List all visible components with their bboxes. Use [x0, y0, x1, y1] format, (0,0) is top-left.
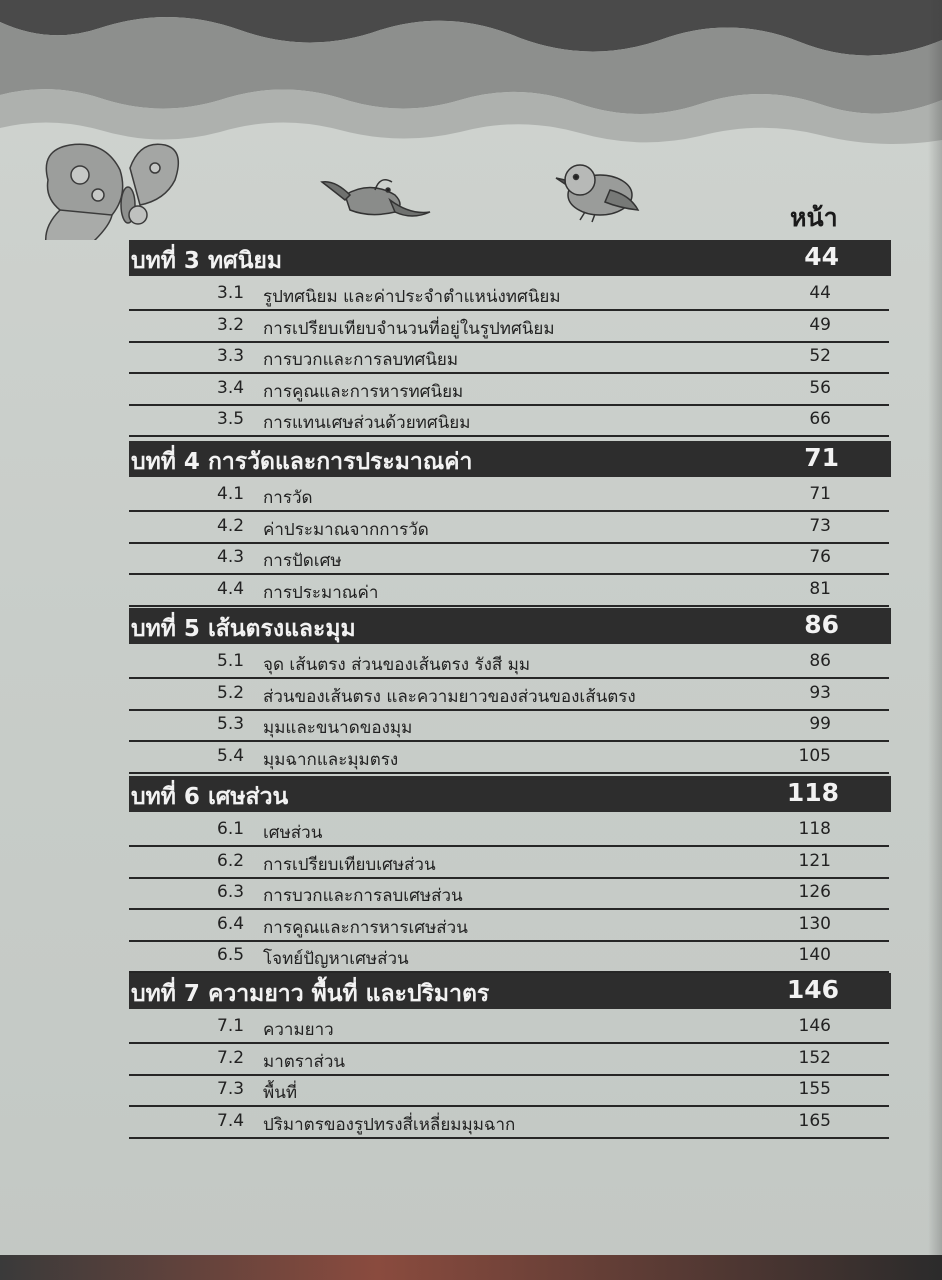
section-row — [129, 1075, 889, 1107]
section-number: 6.3 — [217, 882, 245, 903]
section-page-number: 155 — [798, 1079, 831, 1100]
section-title: การวัด — [263, 488, 313, 508]
section-title: การบวกและการลบทศนิยม — [263, 350, 459, 371]
section-number: 4.3 — [217, 547, 245, 568]
section-number: 6.1 — [217, 819, 245, 839]
section-row — [129, 279, 889, 311]
section-row — [129, 543, 889, 575]
chapter-heading — [129, 973, 891, 1009]
section-page-number: 52 — [809, 346, 831, 367]
section-number: 7.1 — [217, 1016, 245, 1036]
chapter-title: บทที่ 7 ความยาว พื้นที่ และปริมาตร — [131, 981, 490, 1007]
section-row — [129, 941, 889, 973]
section-page-number: 152 — [798, 1047, 831, 1068]
section-page-number: 165 — [798, 1110, 831, 1131]
section-page-number: 105 — [798, 745, 831, 766]
chapter-heading — [129, 608, 891, 644]
section-number: 5.3 — [217, 714, 245, 735]
section-page-number: 140 — [798, 945, 831, 966]
section-page-number: 81 — [809, 578, 831, 599]
chapter-page-number: 86 — [804, 610, 839, 639]
chapter-heading — [129, 776, 891, 812]
chapter-page-number: 44 — [804, 242, 839, 271]
section-row — [129, 815, 889, 847]
section-title: การเปรียบเทียบจำนวนที่อยู่ในรูปทศนิยม — [263, 318, 555, 339]
section-page-number: 93 — [809, 682, 831, 703]
section-title: ส่วนของเส้นตรง และความยาวของส่วนของเส้นตรง — [263, 686, 636, 707]
section-title: การแทนเศษส่วนด้วยทศนิยม — [263, 413, 471, 434]
section-number: 3.5 — [217, 409, 245, 430]
section-title: การคูณและการหารทศนิยม — [263, 381, 464, 402]
section-page-number: 44 — [809, 283, 831, 303]
section-page-number: 66 — [809, 409, 831, 430]
section-number: 3.2 — [217, 314, 245, 335]
section-title: เศษส่วน — [263, 823, 323, 843]
section-row — [129, 1044, 889, 1076]
section-row — [129, 405, 889, 437]
section-row — [129, 910, 889, 942]
section-title: โจทย์ปัญหาเศษส่วน — [263, 949, 409, 970]
section-number: 5.1 — [217, 651, 245, 671]
section-title: การปัดเศษ — [263, 551, 342, 572]
section-number: 6.2 — [217, 850, 245, 871]
section-number: 5.2 — [217, 682, 245, 703]
section-page-number: 73 — [809, 515, 831, 536]
chapter-heading — [129, 240, 891, 276]
section-row — [129, 342, 889, 374]
section-number: 4.4 — [217, 578, 245, 599]
section-number: 7.4 — [217, 1110, 245, 1131]
section-number: 3.1 — [217, 283, 245, 303]
section-row — [129, 1107, 889, 1139]
section-row — [129, 1012, 889, 1044]
section-number: 4.2 — [217, 515, 245, 536]
section-row — [129, 575, 889, 607]
section-title: พื้นที่ — [263, 1083, 298, 1104]
section-number: 3.4 — [217, 377, 245, 398]
section-row — [129, 647, 889, 679]
section-page-number: 56 — [809, 377, 831, 398]
section-page-number: 71 — [809, 484, 831, 504]
chapter-title: บทที่ 5 เส้นตรงและมุม — [131, 616, 356, 642]
section-page-number: 49 — [809, 314, 831, 335]
section-number: 7.2 — [217, 1047, 245, 1068]
section-number: 5.4 — [217, 745, 245, 766]
section-number: 3.3 — [217, 346, 245, 367]
section-row — [129, 311, 889, 343]
section-number: 6.4 — [217, 913, 245, 934]
section-row — [129, 710, 889, 742]
section-title: ความยาว — [263, 1020, 334, 1040]
chapter-title: บทที่ 3 ทศนิยม — [131, 248, 283, 274]
scan-bottom-border — [0, 1255, 942, 1280]
section-number: 7.3 — [217, 1079, 245, 1100]
chapter-page-number: 71 — [804, 443, 839, 472]
section-page-number: 126 — [798, 882, 831, 903]
section-row — [129, 679, 889, 711]
section-title: การเปรียบเทียบเศษส่วน — [263, 854, 436, 875]
section-title: การประมาณค่า — [263, 582, 379, 603]
section-page-number: 76 — [809, 547, 831, 568]
section-title: ปริมาตรของรูปทรงสี่เหลี่ยมมุมฉาก — [263, 1114, 516, 1135]
section-number: 6.5 — [217, 945, 245, 966]
section-row — [129, 374, 889, 406]
section-row — [129, 512, 889, 544]
section-title: มุมฉากและมุมตรง — [263, 749, 399, 770]
section-title: มาตราส่วน — [263, 1051, 346, 1072]
chapter-page-number: 118 — [786, 778, 839, 807]
section-title: รูปทศนิยม และค่าประจำตำแหน่งทศนิยม — [263, 287, 561, 307]
section-row — [129, 847, 889, 879]
section-row — [129, 742, 889, 774]
chapter-heading — [129, 441, 891, 477]
chapter-title: บทที่ 4 การวัดและการประมาณค่า — [131, 449, 473, 475]
page-column-label: หน้า — [790, 203, 838, 232]
section-title: การบวกและการลบเศษส่วน — [263, 886, 463, 907]
section-row — [129, 480, 889, 512]
section-page-number: 86 — [809, 651, 831, 671]
section-page-number: 121 — [798, 850, 831, 871]
section-title: มุมและขนาดของมุม — [263, 718, 413, 739]
section-page-number: 130 — [798, 913, 831, 934]
chapter-page-number: 146 — [786, 975, 839, 1004]
section-row — [129, 878, 889, 910]
section-number: 4.1 — [217, 484, 245, 504]
section-page-number: 99 — [809, 714, 831, 735]
chapter-title: บทที่ 6 เศษส่วน — [131, 784, 289, 810]
section-title: การคูณและการหารเศษส่วน — [263, 917, 468, 938]
section-title: จุด เส้นตรง ส่วนของเส้นตรง รังสี มุม — [263, 655, 531, 675]
section-page-number: 118 — [798, 819, 831, 839]
section-title: ค่าประมาณจากการวัด — [263, 519, 429, 540]
section-page-number: 146 — [798, 1016, 831, 1036]
